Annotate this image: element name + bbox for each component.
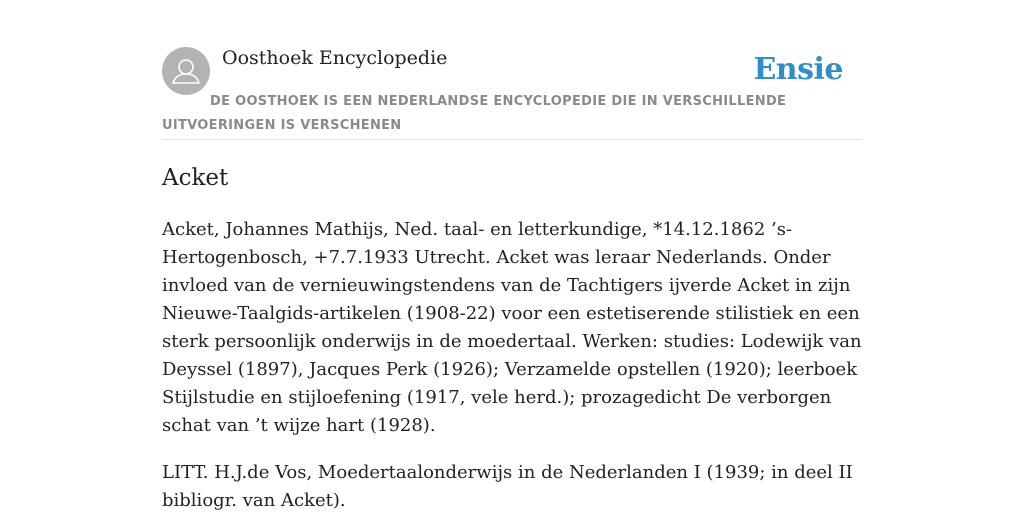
ensie-logo[interactable]: Ensie [753, 52, 843, 87]
source-description: DE OOSTHOEK IS EEN NEDERLANDSE ENCYCLOPEDIE DIE IN VERSCHILLENDE UITVOERINGEN IS VERSCHENEN [162, 94, 787, 133]
article-paragraph: LITT. H.J.de Vos, Moedertaalonderwijs in de Nederlanden I (1939; in deel II bibliogr. van Acket). [162, 462, 853, 511]
person-silhouette-icon [162, 47, 210, 95]
article-title: Acket [162, 165, 229, 191]
user-avatar-icon[interactable] [162, 47, 210, 95]
article-body [162, 216, 862, 512]
article-page [162, 0, 862, 512]
article-paragraph: Acket, Johannes Mathijs, Ned. taal- en letterkundige, *14.12.1862 ’s-Hertogenbosch, +7.7.1933 Utrecht. Acket was leraar Nederlands. Onder invloed van de vernieuwingstendens van de Tachtigers ijverde Acket in zijn Nieuwe-Taalgids-artikelen (1908-22) voor een estetiserende stilistiek en een sterk persoonlijk onderwijs in de moedertaal. Werken: studies: Lodewijk van Deyssel (1897), Jacques Perk (1926); Verzamelde opstellen (1920); leerboek Stijlstudie en stijloefening (1917, vele herd.); prozagedicht De verborgen schat van ’t wijze hart (1928). [162, 219, 862, 436]
source-name-link[interactable]: Oosthoek Encyclopedie [222, 47, 448, 69]
source-header [162, 0, 862, 140]
